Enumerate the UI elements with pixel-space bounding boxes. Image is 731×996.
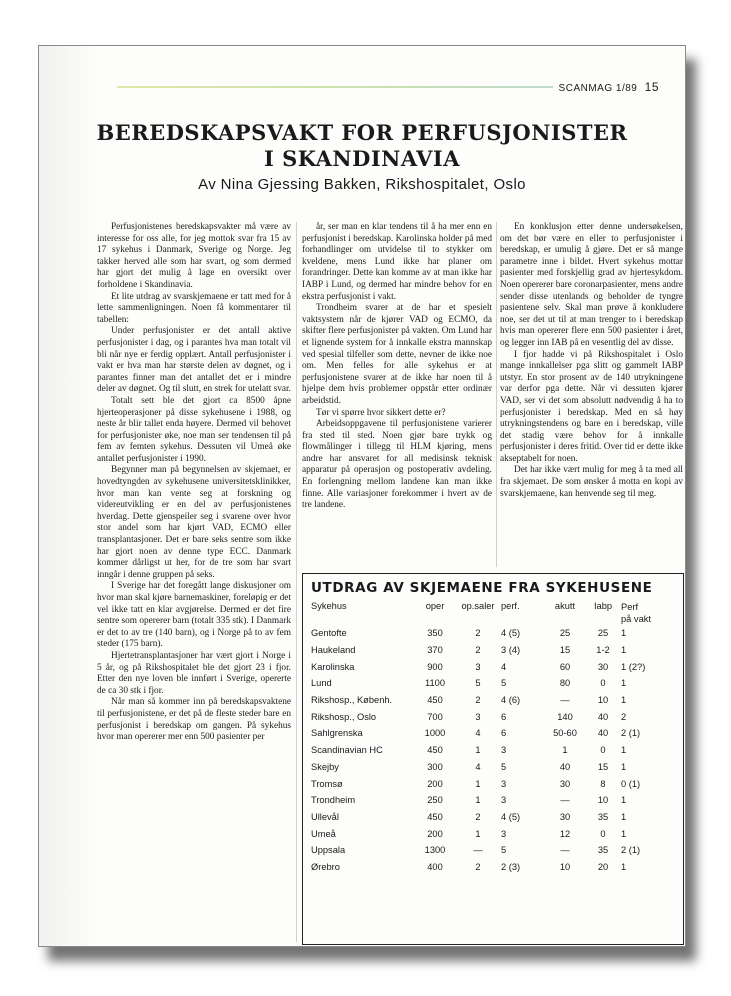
table-row xyxy=(311,658,671,675)
table-cell: 0 xyxy=(600,828,606,839)
table-cell: 1000 xyxy=(424,728,446,739)
table-row xyxy=(311,642,671,659)
table-cell: Sahlgrenska xyxy=(311,728,363,739)
table-cell: 1 xyxy=(621,811,627,822)
table-cell: 140 xyxy=(557,711,573,722)
table-cell: 2 (3) xyxy=(501,861,521,872)
table-cell: 2 xyxy=(621,711,627,722)
table-cell: 0 xyxy=(600,745,606,756)
table-row xyxy=(311,742,671,759)
table-cell: 2 xyxy=(475,861,481,872)
table-cell: 4 xyxy=(475,761,481,772)
table-cell: 370 xyxy=(427,645,443,656)
table-row xyxy=(311,725,671,742)
table-row xyxy=(311,625,671,642)
table-cell: 3 xyxy=(501,795,507,806)
table-cell: 3 xyxy=(475,661,481,672)
table-cell: Lund xyxy=(311,678,332,689)
table-row xyxy=(311,859,671,876)
column-header: oper xyxy=(425,601,445,611)
table-cell: 200 xyxy=(427,778,443,789)
table-cell: 5 xyxy=(501,761,507,772)
article-title-line-2: I SKANDINAVIA xyxy=(263,146,461,171)
table-row xyxy=(311,825,671,842)
table-cell: 200 xyxy=(427,828,443,839)
table-cell: 2 xyxy=(475,695,481,706)
table-cell: 25 xyxy=(597,628,609,639)
table-cell: 3 (4) xyxy=(501,645,521,656)
paragraph: Hjertetransplantasjoner har vært gjort i Norge i 5 år, og på Rikshospitalet ble det gjort 23 i fjor. Etter den nye loven ble innført i Sverige, opererte de ca 30 stk i fjor. xyxy=(97,650,291,696)
table-cell: — xyxy=(473,845,483,856)
running-header xyxy=(553,80,659,94)
table-row xyxy=(311,842,671,859)
table-cell: 2 (1) xyxy=(621,728,641,739)
table-cell: 4 (5) xyxy=(501,811,521,822)
paragraph: Det har ikke vært mulig for meg å ta med all fra skjemaet. De som ønsker å motta en kopi av svarskjemaene, kan henvende seg til meg. xyxy=(500,465,683,499)
table-body xyxy=(311,625,671,875)
table-cell: Umeå xyxy=(311,828,336,839)
table-cell: 30 xyxy=(597,661,609,672)
table-cell: 10 xyxy=(597,795,609,806)
table-row xyxy=(311,809,671,826)
column-header: op.saler xyxy=(461,601,495,611)
table-cell: 700 xyxy=(427,711,443,722)
table-cell: 350 xyxy=(427,628,443,639)
table-cell: 1-2 xyxy=(596,645,610,656)
text-column-1 xyxy=(97,222,291,942)
table-cell: 1 xyxy=(475,745,481,756)
table-cell: 4 (5) xyxy=(501,628,521,639)
paragraph: Perfusjonistenes beredskapsvakter må være av interesse for oss alle, for jeg mottok svar fra 15 av 17 sykehus i Danmark, Sverige og Norge. Jeg takker herved alle som har svart, og som dermed har gjort det mulig å lage en oversikt over forholdene i Skandinavia. xyxy=(97,222,291,290)
table-cell: 40 xyxy=(559,761,571,772)
table-cell: 2 xyxy=(475,628,481,639)
column-divider xyxy=(496,222,497,567)
paragraph: Under perfusjonister er det antall aktive perfusjonister i dag, og i parantes hva man totalt vil bli når nye er ferdig opplært. Antall perfusjonister i vakt er hva man har største delen av døgnet, og i parantes finner man det antallet det er i mindre deler av døgnet. Og til slutt, en strek for utelatt svar. xyxy=(97,326,291,395)
table-row xyxy=(311,692,671,709)
table-row xyxy=(311,792,671,809)
table-cell: Rikshosp., Oslo xyxy=(311,711,377,722)
paragraph: år, ser man en klar tendens til å ha mer enn en perfusjonist i beredskap. Karolinska holder på med forhandlinger om utvidelse til to stykker om kveldene, mens Lund ikke har planer om forandringer. Dette kan komme av at man ikke har IABP i Lund, og dermed har mindre behov for en ekstra perfusjonist i vakt. xyxy=(302,222,492,302)
paragraph: Totalt sett ble det gjort ca 8500 åpne hjerteoperasjoner på disse sykehusene i 1988, og neste år blir tallet enda høyere. Dermed vil behovet for perfusjonister øke, noe man ser tendensen til på fem av femten sykehus. Dessuten vil Umeå øke antallet perfusjonister i 1990. xyxy=(97,395,291,464)
table-cell: 400 xyxy=(427,861,443,872)
text-column-3 xyxy=(500,222,683,562)
text-column-2 xyxy=(302,222,492,567)
paragraph: Begynner man på begynnelsen av skjemaet, er hovedtyngden av sykehusene universitetsklinikker, hvor man kan vente seg at forskning og videreutvikling er en del av perfusjonistenes hverdag. Dette gjenspeiler seg i svarene over hvor stor andel som har kjørt VAD, ECMO eller transplantasjoner. Det er bare seks sentre som ikke har gjort noen av denne type ECC. Danmark kommer dårligst ut her, for de tre som har svart inngår i denne gruppen på seks. xyxy=(97,465,291,580)
table-cell: Trondheim xyxy=(311,795,356,806)
table-cell: 60 xyxy=(559,661,571,672)
table-row xyxy=(311,708,671,725)
article-title-line-1: BEREDSKAPSVAKT FOR PERFUSJONISTER xyxy=(96,120,628,145)
table-cell: 40 xyxy=(597,711,609,722)
paragraph: Når man så kommer inn på beredskapsvaktene til perfusjonistene, er det på de fleste steder bare en perfusjonist i beredskap om gangen. På sykehus hvor man opererer mer enn 500 pasienter per xyxy=(97,697,291,743)
table-cell: 1 xyxy=(621,828,627,839)
table-cell: 8 xyxy=(600,778,606,789)
paragraph: Et lite utdrag av svarskjemaene er tatt med for å lette sammenligningen. Noen få kommentarer til tabellen: xyxy=(97,291,291,325)
table-cell: 10 xyxy=(597,695,609,706)
table-cell: — xyxy=(560,845,570,856)
table-row xyxy=(311,759,671,776)
table-cell: 6 xyxy=(501,728,507,739)
table-cell: 450 xyxy=(427,695,443,706)
column-header: Iabp xyxy=(593,601,613,611)
table-cell: Uppsala xyxy=(311,845,346,856)
table-cell: 1 xyxy=(621,795,627,806)
table-cell: 1 xyxy=(621,861,627,872)
table-cell: 450 xyxy=(427,811,443,822)
table-cell: 250 xyxy=(427,795,443,806)
table-cell: Ullevål xyxy=(311,811,339,822)
table-cell: 25 xyxy=(559,628,571,639)
table-cell: 5 xyxy=(501,845,507,856)
table-header-row xyxy=(311,601,671,625)
table-cell: 3 xyxy=(501,745,507,756)
table-cell: 50-60 xyxy=(553,728,577,739)
table-cell: 20 xyxy=(597,861,609,872)
column-divider xyxy=(296,222,297,942)
table-row xyxy=(311,775,671,792)
hospital-survey-table xyxy=(311,601,671,875)
table-cell: 450 xyxy=(427,745,443,756)
table-title: UTDRAG AV SKJEMAENE FRA SYKEHUSENE xyxy=(311,580,653,596)
article-byline: Av Nina Gjessing Bakken, Rikshospitalet, Oslo xyxy=(198,176,526,193)
table-cell: 2 xyxy=(475,645,481,656)
table-cell: 300 xyxy=(427,761,443,772)
column-header: Perf på vakt xyxy=(621,602,651,624)
table-cell: Skejby xyxy=(311,761,339,772)
paragraph: I Sverige har det foregått lange diskusjoner om hvor man skal kjøre barnemaskiner, foreløpig er det vel ikke tatt en klar avgjørelse. Dermed er det fire sentre som opererer barn (totalt 335 stk). I Danmark er det to av tre (140 barn), og i Norge på to av fem steder (175 barn). xyxy=(97,581,291,650)
table-cell: — xyxy=(560,795,570,806)
table-cell: 30 xyxy=(559,778,571,789)
table-cell: 30 xyxy=(559,811,571,822)
page-number: 15 xyxy=(644,80,659,94)
table-cell: 2 xyxy=(475,811,481,822)
table-cell: 2 (1) xyxy=(621,845,641,856)
paragraph: I fjor hadde vi på Rikshospitalet i Oslo mange innkallelser pga slitt og gammelt IABP utstyr. En stor prosent av de 140 utrykningene var derfor pga dette. Når vi dessuten kjører VAD, ser vi det som absolutt nødvendig å ha to perfusjonister i beredskap. Med en så høy utrykningstendens og bare en i beredskap, ville det stadig være behov for å innkalle perfusjonister i deres fritid. Over tid er dette ikke akseptabelt for noen. xyxy=(500,349,683,464)
table-cell: 1100 xyxy=(425,678,445,689)
table-cell: 12 xyxy=(559,828,571,839)
column-header: perf. xyxy=(501,601,520,611)
magazine-issue: SCANMAG 1/89 xyxy=(558,83,638,94)
table-cell: 1 xyxy=(621,745,627,756)
table-cell: 900 xyxy=(427,661,443,672)
table-cell: 0 xyxy=(600,678,606,689)
table-cell: Rikshosp., Københ. xyxy=(311,695,393,706)
table-cell: 1 xyxy=(621,695,627,706)
table-cell: 15 xyxy=(597,761,609,772)
table-cell: 4 xyxy=(475,728,481,739)
table-cell: Gentofte xyxy=(311,628,347,639)
table-cell: 5 xyxy=(501,678,507,689)
table-cell: 1 xyxy=(475,828,481,839)
table-cell: 80 xyxy=(559,678,571,689)
column-header: akutt xyxy=(554,601,576,611)
table-cell: 10 xyxy=(559,861,571,872)
table-cell: 35 xyxy=(597,811,609,822)
table-cell: 35 xyxy=(597,845,609,856)
table-cell: 1300 xyxy=(424,845,446,856)
table-cell: Haukeland xyxy=(311,645,356,656)
paragraph: Trondheim svarer at de har et spesielt vaktsystem når de kjører VAD og ECMO, da skifter flere perfusjonister på vakten. Om Lund har et lignende system for å innkalle ekstra mannskap ved spesial tilfeller som dette, nevner de ikke noe om. Men felles for alle sykehus er at perfusjonistene svarer at de ikke har noen til å hjelpe dem hvis problemer oppstår etter ordinær arbeidstid. xyxy=(302,303,492,406)
table-cell: Tromsø xyxy=(311,778,343,789)
table-cell: 1 (2?) xyxy=(621,661,646,672)
paragraph: En konklusjon etter denne undersøkelsen, om det bør være en eller to perfusjonister i beredskap, er umulig å gjøre. Det er så mange parametre inne i bildet. Hvert sykehus mottar pasienter med forskjellig grad av hjertesykdom. Noen opererer bare coronarpasienter, mens andre sender disse utenlands og beholder de tyngre pasientene selv. Skal man prøve å konkludere noe, ser det ut til at man trenger to i beredskap hvis man opererer flere enn 500 pasienter i året, og legger inn IAB på en vesentlig del av disse. xyxy=(500,222,683,348)
table-cell: 4 xyxy=(501,661,507,672)
table-cell: Karolinska xyxy=(311,661,355,672)
table-cell: — xyxy=(560,695,570,706)
table-cell: 6 xyxy=(501,711,507,722)
magazine-page xyxy=(38,45,686,947)
table-cell: 40 xyxy=(597,728,609,739)
table-cell: 3 xyxy=(501,828,507,839)
table-cell: 15 xyxy=(559,645,571,656)
table-cell: Ørebro xyxy=(311,861,340,872)
paragraph: Arbeidsoppgavene til perfusjonistene varierer fra sted til sted. Noen gjør bare trykk og flowmålinger i tillegg til HLM kjøring, mens andre har ansvaret for all medisinsk teknisk apparatur på operasjon og postoperativ avdeling. En forlengning mellom landene kan man ikke finne. Alle variasjoner forekommer i hvert av de tre landene. xyxy=(302,419,492,511)
table-cell: 1 xyxy=(621,761,627,772)
table-cell: 3 xyxy=(475,711,481,722)
hospital-survey-table-box xyxy=(302,573,684,945)
table-cell: 4 (6) xyxy=(501,695,521,706)
table-cell: 1 xyxy=(475,778,481,789)
paragraph: Tør vi spørre hvor sikkert dette er? xyxy=(316,407,446,418)
table-cell: 1 xyxy=(621,645,627,656)
column-header: Sykehus xyxy=(311,601,347,611)
table-cell: 3 xyxy=(501,778,507,789)
table-row xyxy=(311,675,671,692)
table-cell: Scandinavian HC xyxy=(311,745,383,756)
table-cell: 1 xyxy=(475,795,481,806)
table-cell: 1 xyxy=(621,628,627,639)
table-cell: 0 (1) xyxy=(621,778,641,789)
table-cell: 1 xyxy=(621,678,627,689)
table-cell: 5 xyxy=(475,678,481,689)
table-cell: 1 xyxy=(562,745,568,756)
